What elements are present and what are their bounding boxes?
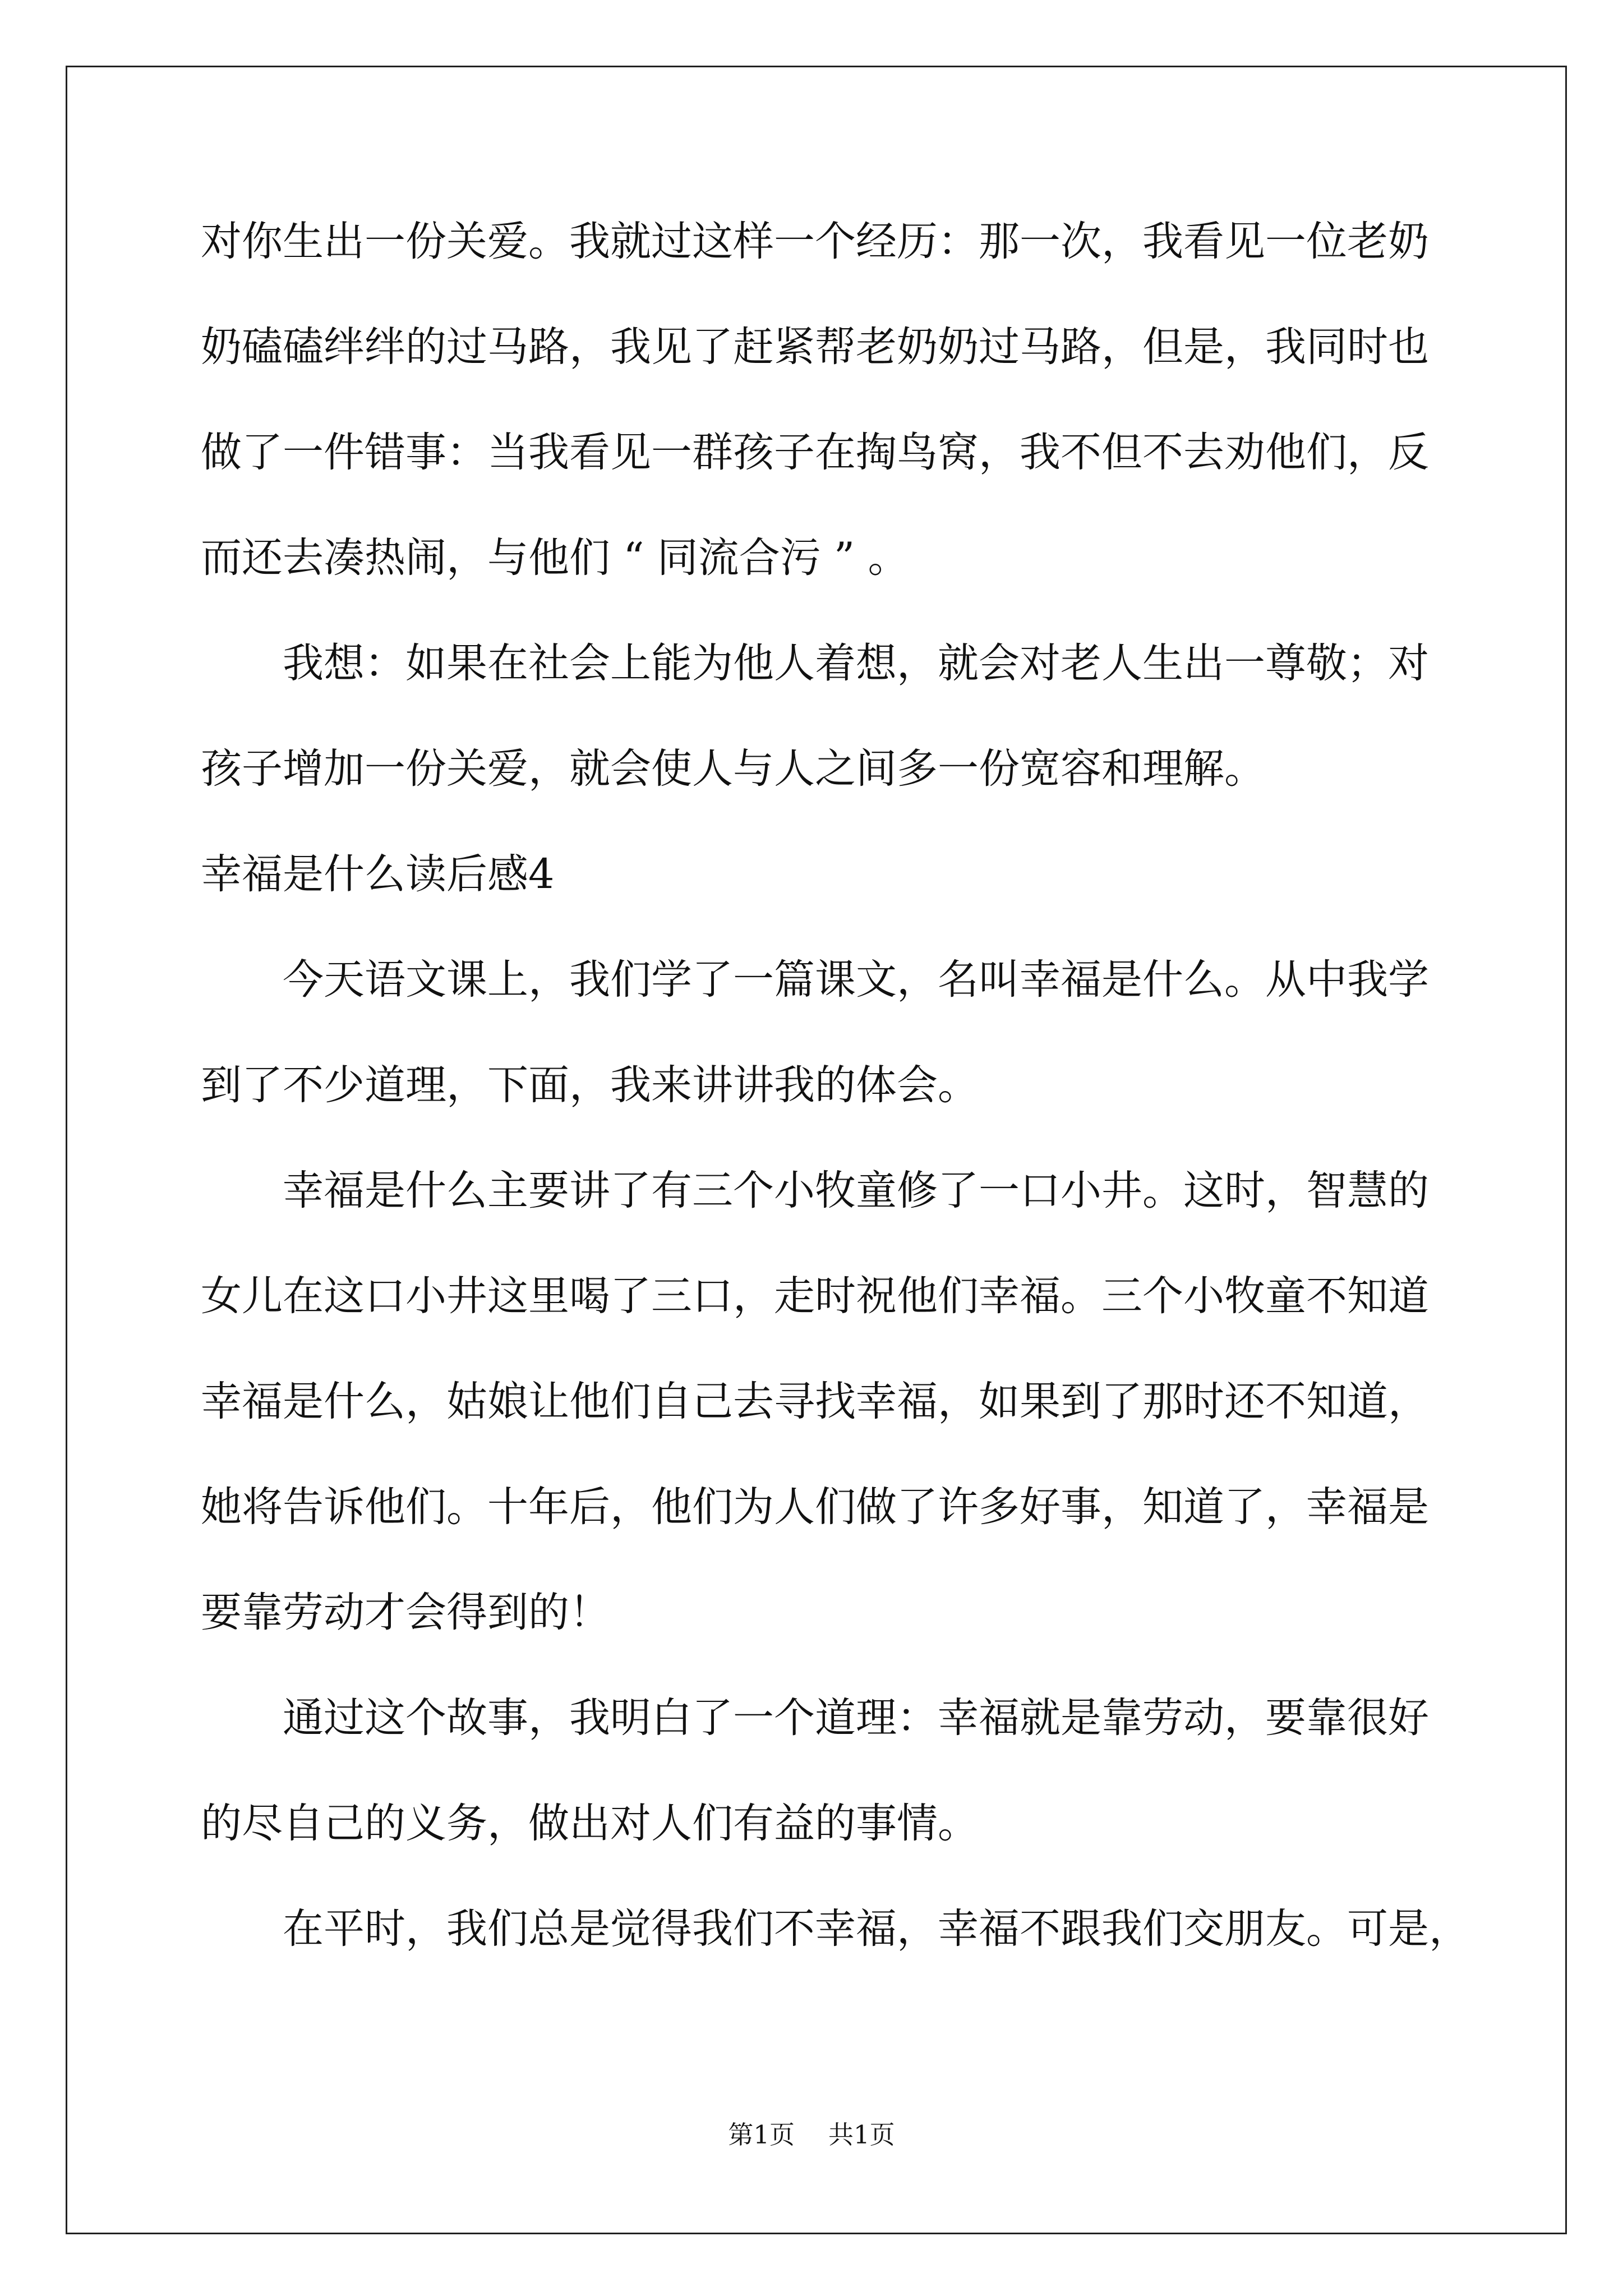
paragraph-line: 幸福是什么主要讲了有三个小牧童修了一口小井。这时，智慧的 xyxy=(283,1167,1429,1214)
page-footer xyxy=(0,2119,1623,2151)
paragraph-line: 通过这个故事，我明白了一个道理：幸福就是靠劳动，要靠很好 xyxy=(283,1694,1429,1742)
paragraph-line: 奶磕磕绊绊的过马路，我见了赶紧帮老奶奶过马路，但是，我同时也 xyxy=(201,323,1429,371)
paragraph-line: 她将告诉他们。十年后，他们为人们做了许多好事，知道了，幸福是 xyxy=(201,1483,1429,1531)
paragraph-line: 做了一件错事：当我看见一群孩子在掏鸟窝，我不但不去劝他们，反 xyxy=(201,429,1429,476)
paragraph-line: 孩子增加一份关爱，就会使人与人之间多一份宽容和理解。 xyxy=(201,745,1265,793)
paragraph-line: 女儿在这口小井这里喝了三口，走时祝他们幸福。三个小牧童不知道 xyxy=(201,1272,1429,1320)
paragraph-line: 在平时，我们总是觉得我们不幸福，幸福不跟我们交朋友。可是， xyxy=(283,1905,1470,1953)
paragraph-line: 幸福是什么，姑娘让他们自己去寻找幸福，如果到了那时还不知道， xyxy=(201,1378,1429,1425)
paragraph-line: 的尽自己的义务，做出对人们有益的事情。 xyxy=(201,1800,979,1847)
section-heading: 幸福是什么读后感4 xyxy=(201,850,555,898)
paragraph-line: 对你生出一份关爱。我就过这样一个经历：那一次，我看见一位老奶 xyxy=(201,218,1429,265)
paragraph-line: 今天语文课上，我们学了一篇课文，名叫幸福是什么。从中我学 xyxy=(283,956,1429,1004)
paragraph-line: 我想：如果在社会上能为他人着想，就会对老人生出一尊敬；对 xyxy=(283,639,1429,687)
page-number-current: 第1页 xyxy=(728,2120,795,2150)
paragraph-line: 要靠劳动才会得到的！ xyxy=(201,1589,610,1636)
page-number-total: 共1页 xyxy=(828,2120,895,2150)
paragraph-line: 到了不少道理，下面，我来讲讲我的体会。 xyxy=(201,1061,979,1109)
paragraph-line: 而还去凑热闹，与他们 “ 同流合污 ” 。 xyxy=(201,534,909,582)
